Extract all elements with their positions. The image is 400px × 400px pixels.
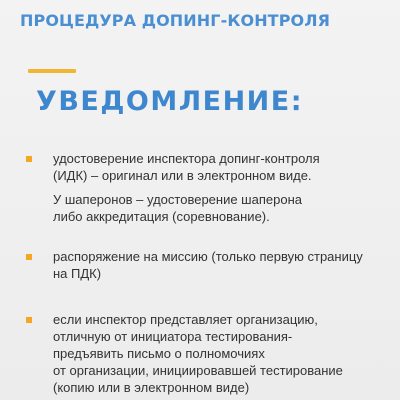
list-item-subnote (53, 191, 393, 225)
list-item-line: распоряжение на миссию (только первую страницу (53, 249, 363, 264)
bullet-marker-icon (26, 317, 32, 323)
list-item-line: (ИДК) – оригинал или в электронном виде. (53, 168, 312, 183)
list-item (53, 311, 393, 396)
bullet-marker-icon (26, 254, 32, 260)
list-item-line: удостоверение инспектора допинг-контроля (53, 151, 320, 166)
list-item-line: на ПДК) (53, 266, 102, 281)
list-item-line: от организации, инициировавшей тестирование (53, 363, 343, 378)
list-item (53, 248, 393, 282)
list-item-line: предъявить письмо о полномочиях (53, 346, 265, 361)
slide-heading: УВЕДОМЛЕНИЕ: (36, 86, 304, 117)
list-item-line: отличную от инициатора тестирования- (53, 329, 293, 344)
bullet-marker-icon (26, 156, 32, 162)
list-item-line: если инспектор представляет организацию, (53, 312, 318, 327)
list-item (53, 150, 393, 184)
slide-header-title: ПРОЦЕДУРА ДОПИНГ-КОНТРОЛЯ (20, 11, 331, 30)
list-item-line: (копию или в электронном виде) (53, 380, 250, 395)
accent-divider (28, 69, 76, 73)
list-item-line: У шаперонов – удостоверение шаперона (53, 192, 302, 207)
list-item-line: либо аккредитация (соревнование). (53, 209, 270, 224)
